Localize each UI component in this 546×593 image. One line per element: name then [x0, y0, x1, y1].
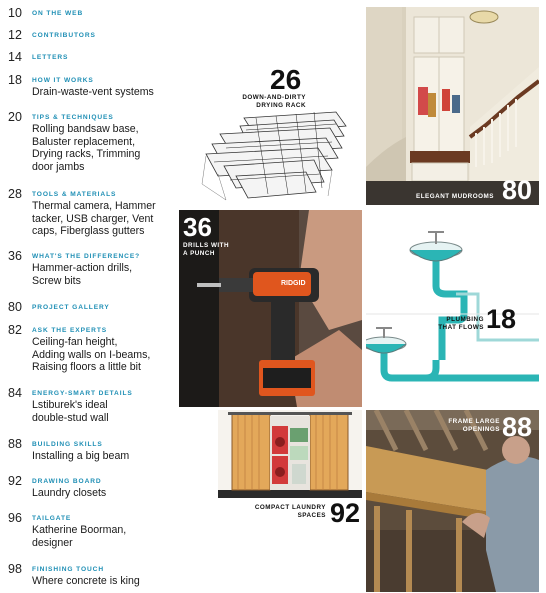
section-description: Where concrete is king: [32, 575, 140, 587]
section-title: ENERGY-SMART DETAILS: [32, 390, 133, 397]
section-title: TAILGATE: [32, 515, 72, 522]
section-description: Lstiburek's ideal: [32, 399, 108, 411]
section-description: double-stud wall: [32, 411, 109, 424]
section-title: LETTERS: [32, 54, 69, 61]
rack-number: 26: [270, 64, 302, 95]
laundry-caption-line: COMPACT LAUNDRY: [254, 504, 326, 511]
beam-caption-line: OPENINGS: [462, 425, 500, 433]
section-description: Screw bits: [32, 274, 81, 287]
page-number: 80: [8, 300, 22, 314]
section-description: door jambs: [32, 160, 85, 173]
section-description: Thermal camera, Hammer: [32, 200, 156, 212]
section-title: ASK THE EXPERTS: [32, 327, 108, 334]
mudroom-caption: ELEGANT MUDROOMS: [416, 193, 494, 200]
section-description: Laundry closets: [32, 487, 107, 499]
feature-beam[interactable]: [366, 410, 539, 592]
beam-number: 88: [502, 412, 533, 442]
drills-number: 36: [183, 212, 212, 242]
section-description: Katherine Boorman,: [32, 524, 127, 536]
section-title: ON THE WEB: [32, 10, 84, 17]
section-title: TIPS & TECHNIQUES: [32, 114, 114, 121]
plumbing-caption: [430, 316, 484, 331]
page-number: 88: [8, 437, 22, 451]
page-number: 10: [8, 6, 22, 20]
section-title: PROJECT GALLERY: [32, 304, 110, 311]
section-description: Ceiling-fan height,: [32, 336, 118, 348]
section-description: Drying racks, Trimming: [32, 148, 141, 160]
plumbing-caption-line: PLUMBING: [446, 316, 484, 323]
drills-caption: [183, 242, 229, 257]
page-number: 96: [8, 511, 22, 525]
feature-laundry[interactable]: [218, 410, 362, 498]
drill-brand-label: RIDGID: [281, 280, 306, 287]
rack-caption-line: DRYING RACK: [256, 101, 306, 109]
rack-caption: [226, 94, 306, 109]
section-description: Adding walls on I-beams,: [32, 348, 151, 361]
beam-caption-line: FRAME LARGE: [448, 418, 500, 425]
beam-caption: [438, 418, 500, 433]
feature-plumbing[interactable]: [366, 210, 539, 407]
section-description: Drain-waste-vent systems: [32, 86, 154, 98]
page-number: 12: [8, 28, 22, 42]
laundry-caption: [246, 504, 326, 519]
section-description: Hammer-action drills,: [32, 262, 133, 274]
section-description: designer: [32, 536, 73, 549]
mudroom-number: 80: [502, 175, 533, 205]
section-title: DRAWING BOARD: [32, 478, 102, 485]
page-number: 92: [8, 474, 22, 488]
page-number: 14: [8, 50, 22, 64]
page-number: 36: [8, 249, 22, 263]
page-number: 18: [8, 73, 22, 87]
section-title: TOOLS & MATERIALS: [32, 191, 117, 198]
section-description: Installing a big beam: [32, 450, 130, 462]
rack-caption-line: DOWN-AND-DIRTY: [242, 94, 306, 101]
drills-caption-line: A PUNCH: [183, 249, 215, 257]
plumbing-caption-line: THAT FLOWS: [438, 323, 484, 331]
laundry-number: 92: [330, 498, 361, 528]
page-number: 28: [8, 187, 22, 201]
plumbing-number: 18: [486, 304, 517, 334]
page-number: 98: [8, 562, 22, 576]
section-description: tacker, USB charger, Vent: [32, 212, 154, 225]
laundry-illustration: [218, 410, 362, 498]
feature-mudroom[interactable]: [366, 7, 539, 205]
feature-drills[interactable]: [179, 210, 362, 407]
drills-caption-line: DRILLS WITH: [183, 242, 230, 249]
section-title: HOW IT WORKS: [32, 77, 94, 84]
section-description: Rolling bandsaw base,: [32, 123, 139, 135]
page-number: 82: [8, 323, 22, 337]
section-description: Raising floors a little bit: [32, 361, 141, 373]
section-description: Baluster replacement,: [32, 135, 136, 148]
page-number: 84: [8, 386, 22, 400]
section-title: BUILDING SKILLS: [32, 441, 103, 448]
section-title: FINISHING TOUCH: [32, 566, 104, 573]
laundry-caption-line: SPACES: [297, 511, 326, 519]
section-description: caps, Fiberglass gutters: [32, 225, 145, 237]
section-title: WHAT'S THE DIFFERENCE?: [32, 253, 141, 260]
page-number: 20: [8, 110, 22, 124]
section-title: CONTRIBUTORS: [32, 32, 96, 39]
